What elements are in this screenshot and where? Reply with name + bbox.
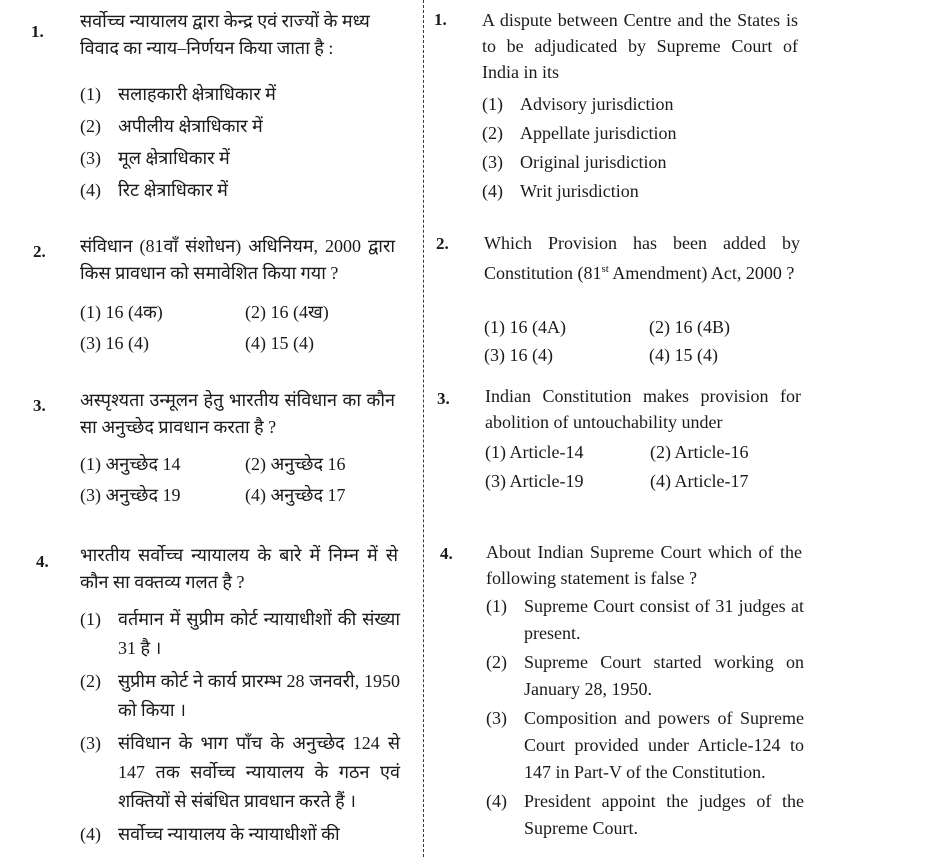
column-divider [423, 0, 424, 857]
option-2: (2) अनुच्छेद 16 [245, 454, 346, 474]
question-stem: अस्पृश्यता उन्मूलन हेतु भारतीय संविधान का कौन सा अनुच्छेद प्रावधान करता है ? [80, 390, 395, 437]
option-3: (3) Composition and powers of Supreme Court provided under Article-124 to 147 in Part-V of the Constitution. [486, 708, 804, 782]
option-3: (3) Article-19 [485, 471, 584, 491]
option-2: (2) Appellate jurisdiction [482, 123, 677, 143]
option-3: (3) 16 (4) [484, 345, 553, 365]
question-stem: सर्वोच्च न्यायालय द्वारा केन्द्र एवं राज्यों के मध्य विवाद का न्याय–निर्णयन किया जाता है : [80, 11, 370, 58]
question-stem: About Indian Supreme Court which of the following statement is false ? [486, 542, 802, 588]
option-4: (4) President appoint the judges of the Supreme Court. [486, 791, 804, 838]
question-number: 3. [33, 396, 46, 415]
option-4: (4) 15 (4) [245, 333, 314, 353]
option-1: (1) Supreme Court consist of 31 judges at present. [486, 596, 804, 643]
options-grid [485, 438, 815, 496]
question-stem: Indian Constitution makes provision for abolition of untouchability under [485, 386, 801, 432]
option-3: (3) संविधान के भाग पाँच के अनुच्छेद 124 से 147 तक सर्वोच्च न्यायालय के गठन एवं शक्तियों से संबंधित प्रावधान करते हैं । [80, 733, 400, 811]
options-list [486, 593, 804, 842]
option-4: (4) सर्वोच्च न्यायालय के न्यायाधीशों की [80, 824, 340, 844]
question-stem: संविधान (81वाँ संशोधन) अधिनियम, 2000 द्वारा किस प्रावधान को समावेशित किया गया ? [80, 236, 395, 283]
option-1: (1) वर्तमान में सुप्रीम कोर्ट न्यायाधीशों की संख्या 31 है । [80, 609, 400, 658]
options-list [80, 78, 398, 206]
options-grid [484, 313, 814, 369]
options-list [482, 90, 802, 206]
question-number: 2. [436, 234, 449, 253]
question-number: 1. [31, 22, 44, 41]
question-number: 4. [36, 552, 49, 571]
question-number: 1. [434, 10, 447, 29]
option-2: (2) सुप्रीम कोर्ट ने कार्य प्रारम्भ 28 जनवरी, 1950 को किया । [80, 671, 400, 720]
option-1: (1) Article-14 [485, 442, 584, 462]
option-3: (3) मूल क्षेत्राधिकार में [80, 148, 230, 168]
option-4: (4) रिट क्षेत्राधिकार में [80, 180, 228, 200]
option-4: (4) Writ jurisdiction [482, 181, 639, 201]
options-list [80, 605, 400, 849]
question-stem: A dispute between Centre and the States is to be adjudicated by Supreme Court of India in its [482, 10, 798, 82]
question-stem: भारतीय सर्वोच्च न्यायालय के बारे में निम्न में से कौन सा वक्तव्य गलत है ? [80, 545, 398, 592]
option-2: (2) Supreme Court started working on January 28, 1950. [486, 652, 804, 699]
option-1: (1) 16 (4क) [80, 302, 163, 322]
option-3: (3) Original jurisdiction [482, 152, 667, 172]
option-3: (3) 16 (4) [80, 333, 149, 353]
option-4: (4) 15 (4) [649, 345, 718, 365]
option-2: (2) 16 (4ख) [245, 302, 329, 322]
question-number: 2. [33, 242, 46, 261]
option-1: (1) 16 (4A) [484, 317, 566, 337]
option-2: (2) Article-16 [650, 442, 749, 462]
question-stem: Which Provision has been added by Constitution (81st Amendment) Act, 2000 ? [484, 233, 800, 283]
options-grid [80, 297, 410, 359]
options-grid [80, 449, 410, 511]
question-number: 3. [437, 389, 450, 408]
option-2: (2) 16 (4B) [649, 317, 730, 337]
option-4: (4) अनुच्छेद 17 [245, 485, 346, 505]
option-2: (2) अपीलीय क्षेत्राधिकार में [80, 116, 263, 136]
option-4: (4) Article-17 [650, 471, 749, 491]
option-1: (1) Advisory jurisdiction [482, 94, 674, 114]
question-number: 4. [440, 544, 453, 563]
option-3: (3) अनुच्छेद 19 [80, 485, 181, 505]
option-1: (1) अनुच्छेद 14 [80, 454, 181, 474]
option-1: (1) सलाहकारी क्षेत्राधिकार में [80, 84, 276, 104]
